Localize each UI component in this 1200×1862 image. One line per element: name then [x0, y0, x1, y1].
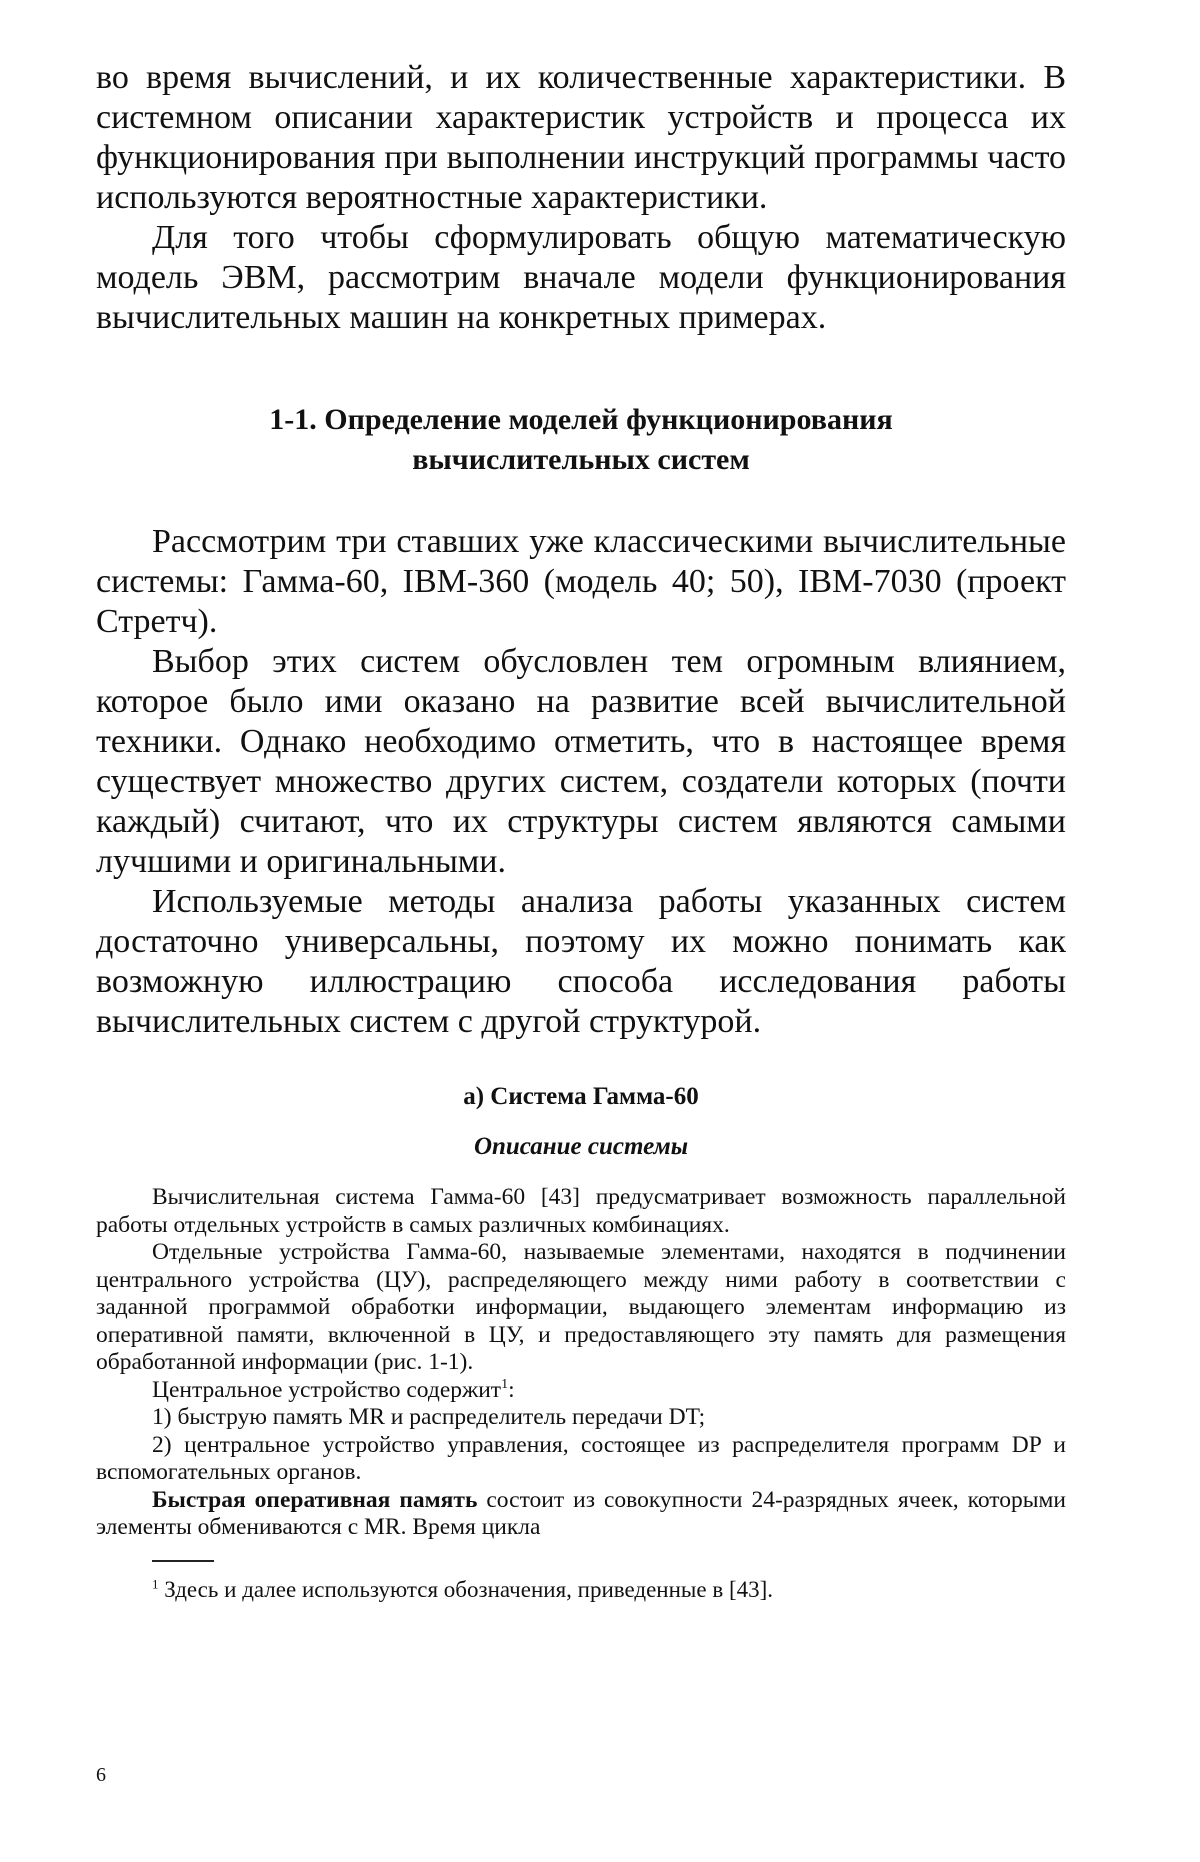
- footnote-text: Здесь и далее используются обозначения, приведенные в [43].: [164, 1576, 774, 1602]
- section-heading-line-1: 1-1. Определение моделей функционирования: [269, 403, 893, 436]
- footnote-divider: [152, 1560, 214, 1562]
- section-paragraph-2: Выбор этих систем обусловлен тем огромным влиянием, которое было ими оказано на развитие всей вычислительной техники. Однако необходимо отметить, что в настоящее время существует множество других систем, создатели которых (почти каждый) считают, что их структуры систем являются самыми лучшими и оригинальными.: [96, 643, 1066, 880]
- subsubsection-heading: Описание системы: [473, 1133, 689, 1160]
- section-paragraph-1: Рассмотрим три ставших уже классическими вычислительные системы: Гамма-60, IBM-360 (модель 40; 50), IBM-7030 (проект Стретч).: [96, 523, 1066, 640]
- section-heading-line-2: вычислительных систем: [412, 443, 750, 476]
- list-item-2: 2) центральное устройство управления, состоящее из распределителя программ DP и вспомогательных органов.: [96, 1431, 1066, 1485]
- bold-lead-term: Быстрая оперативная память: [152, 1486, 478, 1513]
- footnote-marker: 1: [152, 1575, 159, 1591]
- bold-lead-rest: состоит из совокупности 24-разрядных ячеек, которыми элементы обмениваются с MR. Время цикла: [96, 1486, 1066, 1540]
- footnote: [96, 1576, 1066, 1604]
- document-page: [96, 58, 1066, 1798]
- section-paragraph-3: Используемые методы анализа работы указанных систем достаточно универсальны, поэтому их можно понимать как возможную иллюстрацию способа исследования работы вычислительных систем с другой структурой.: [96, 883, 1066, 1040]
- small-paragraph-2: Отдельные устройства Гамма-60, называемые элементами, находятся в подчинении центрального устройства (ЦУ), распределяющего между ними работу в соответствии с заданной программой обработки информации, выдающего элементам информацию из оперативной памяти, включенной в ЦУ, и предоставляющего эту память для размещения обработанной информации (рис. 1-1).: [96, 1239, 1066, 1375]
- footnote-reference: 1: [501, 1376, 509, 1392]
- small-paragraph-1: Вычислительная система Гамма-60 [43] предусматривает возможность параллельной работы отдельных устройств в самых различных комбинациях.: [96, 1184, 1066, 1238]
- subsection-heading: а) Система Гамма-60: [463, 1083, 699, 1110]
- page-number: 6: [96, 1764, 106, 1786]
- bold-lead-paragraph: [96, 1487, 1066, 1542]
- intro-paragraph-1: во время вычислений, и их количественные характеристики. В системном описании характеристик устройств и процесса их функционирования при выполнении инструкций программы часто используются вероятностные характеристики.: [96, 59, 1066, 216]
- small-paragraph-3: Центральное устройство содержит$^1$:: [152, 1376, 515, 1403]
- list-item-1: 1) быструю память MR и распределитель передачи DT;: [152, 1404, 706, 1430]
- small-paragraph-3-text: Центральное устройство содержит: [152, 1376, 502, 1403]
- section-heading: [96, 400, 1066, 480]
- intro-paragraph-2: Для того чтобы сформулировать общую математическую модель ЭВМ, рассмотрим вначале модели функционирования вычислительных машин на конкретных примерах.: [96, 219, 1066, 336]
